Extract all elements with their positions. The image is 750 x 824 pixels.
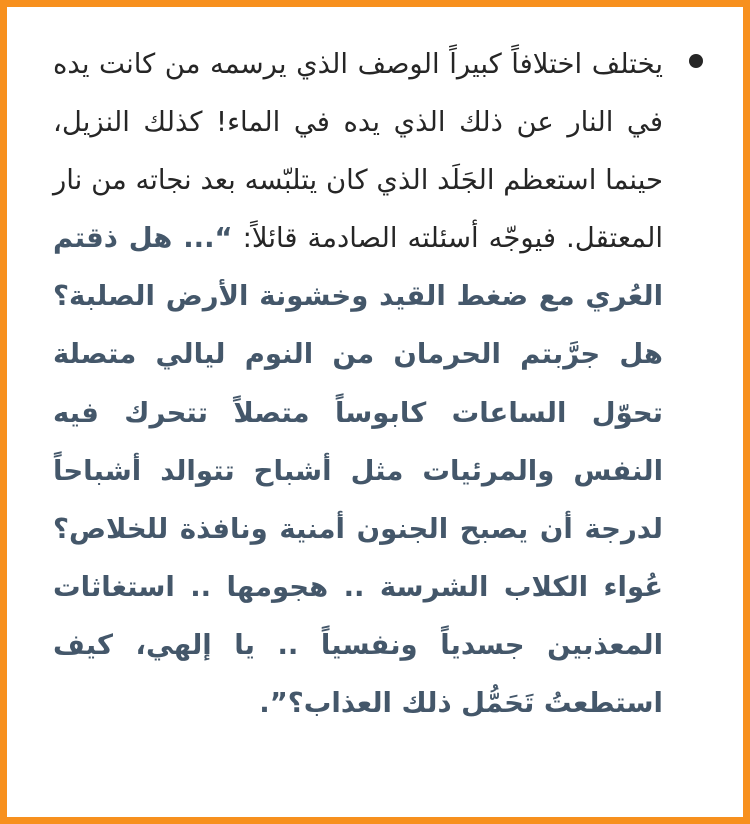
- bullet-point-icon: [689, 54, 703, 68]
- bullet-paragraph: [53, 35, 693, 732]
- paragraph-plain-text: يختلف اختلافاً كبيراً الوصف الذي يرسمه من كانت يده في النار عن ذلك الذي يده في الماء! كذلك النزيل، حينما استعظم الجَلَد الذي كان يتلبّسه بعد نجاته من نار المعتقل. فيوجّه أسئلته الصادمة قائلاً:: [53, 48, 663, 255]
- bullet-list: [53, 35, 693, 732]
- paragraph-quote-text: “... هل ذقتم العُري مع ضغط القيد وخشونة الأرض الصلبة؟ هل جرَّبتم الحرمان من النوم ليالي متصلة تحوّل الساعات كابوساً متصلاً تتحرك فيه النفس والمرئيات مثل أشباح تتوالد أشباحاً لدرجة أن يصبح الجنون أمنية ونافذة للخلاص؟ عُواء الكلاب الشرسة .. هجومها .. استغاثات المعذبين جسدياً ونفسياً .. يا إلهي، كيف استطعتُ تَحَمُّل ذلك العذاب؟”.: [53, 222, 663, 720]
